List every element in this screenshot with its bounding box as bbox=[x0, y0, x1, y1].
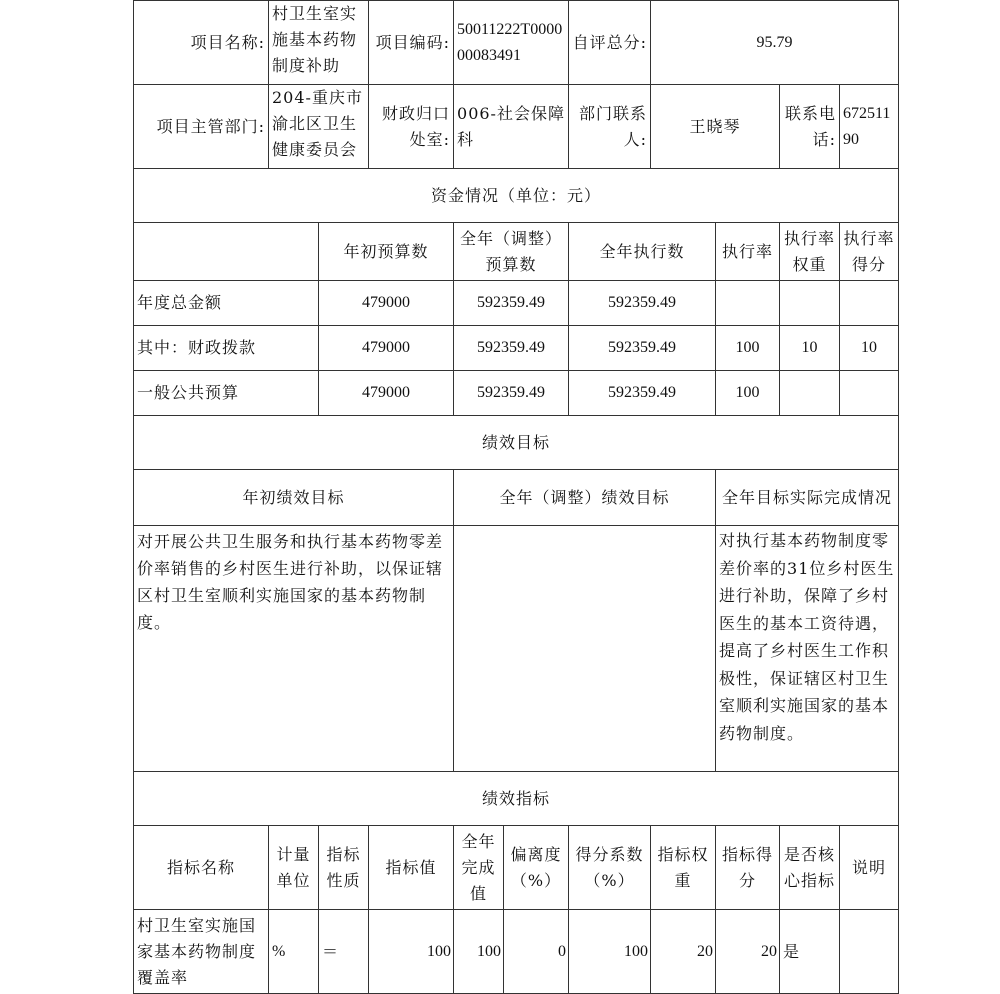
ind-unit: % bbox=[269, 910, 319, 994]
ind-deviation: 0 bbox=[504, 910, 569, 994]
finance-office-value: 006-社会保障科 bbox=[454, 85, 569, 169]
project-name-value: 村卫生室实施基本药物制度补助 bbox=[269, 1, 369, 85]
ind-coef: 100 bbox=[569, 910, 651, 994]
goals-initial-text: 对开展公共卫生服务和执行基本药物零差价率销售的乡村医生进行补助，以保证辖区村卫生室顺利实施国家的基本药物制度。 bbox=[134, 526, 454, 772]
dept-value: 204-重庆市渝北区卫生健康委员会 bbox=[269, 85, 369, 169]
ind-header-weight: 指标权重 bbox=[651, 826, 716, 910]
ind-name: 村卫生室实施国家基本药物制度覆盖率 bbox=[134, 910, 269, 994]
funds-row-label: 年度总金额 bbox=[134, 281, 319, 326]
funds-score bbox=[840, 371, 899, 416]
ind-header-deviation: 偏离度（%） bbox=[504, 826, 569, 910]
funds-weight bbox=[780, 281, 840, 326]
indicators-title: 绩效指标 bbox=[134, 772, 899, 826]
ind-header-target: 指标值 bbox=[369, 826, 454, 910]
ind-done: 100 bbox=[454, 910, 504, 994]
funds-header-initial: 年初预算数 bbox=[319, 223, 454, 281]
phone-label: 联系电话: bbox=[780, 85, 840, 169]
funds-initial: 479000 bbox=[319, 326, 454, 371]
table-row bbox=[134, 326, 899, 371]
ind-weight: 20 bbox=[651, 910, 716, 994]
contact-label: 部门联系人: bbox=[569, 85, 651, 169]
goals-header-adjusted: 全年（调整）绩效目标 bbox=[454, 470, 716, 526]
funds-rate: 100 bbox=[716, 371, 780, 416]
ind-nature: ＝ bbox=[319, 910, 369, 994]
ind-header-nature: 指标性质 bbox=[319, 826, 369, 910]
funds-adjusted: 592359.49 bbox=[454, 281, 569, 326]
goals-header-actual: 全年目标实际完成情况 bbox=[716, 470, 899, 526]
funds-score bbox=[840, 281, 899, 326]
funds-initial: 479000 bbox=[319, 371, 454, 416]
phone-value: 67251190 bbox=[840, 85, 899, 169]
table-row bbox=[134, 371, 899, 416]
ind-header-coef: 得分系数（%） bbox=[569, 826, 651, 910]
table-row bbox=[134, 281, 899, 326]
finance-office-label: 财政归口处室: bbox=[369, 85, 454, 169]
total-score-value: 95.79 bbox=[651, 1, 899, 85]
funds-adjusted: 592359.49 bbox=[454, 326, 569, 371]
project-code-label: 项目编码: bbox=[369, 1, 454, 85]
project-code-value: 50011222T000000083491 bbox=[454, 1, 569, 85]
funds-header-adjusted: 全年（调整）预算数 bbox=[454, 223, 569, 281]
contact-value: 王晓琴 bbox=[651, 85, 780, 169]
funds-weight bbox=[780, 371, 840, 416]
funds-executed: 592359.49 bbox=[569, 371, 716, 416]
ind-score: 20 bbox=[716, 910, 780, 994]
funds-header-score: 执行率得分 bbox=[840, 223, 899, 281]
goals-adjusted-text bbox=[454, 526, 716, 772]
goals-actual-text: 对执行基本药物制度零差价率的31位乡村医生进行补助，保障了乡村医生的基本工资待遇，提高了乡村医生工作积极性，保证辖区村卫生室顺利实施国家的基本药物制度。 bbox=[716, 526, 899, 772]
performance-self-evaluation-table bbox=[133, 0, 899, 994]
funds-header-executed: 全年执行数 bbox=[569, 223, 716, 281]
funds-executed: 592359.49 bbox=[569, 281, 716, 326]
funds-initial: 479000 bbox=[319, 281, 454, 326]
ind-note bbox=[840, 910, 899, 994]
funds-header-blank bbox=[134, 223, 319, 281]
ind-header-core: 是否核心指标 bbox=[780, 826, 840, 910]
table-row bbox=[134, 910, 899, 994]
funds-header-rate: 执行率 bbox=[716, 223, 780, 281]
goals-header-initial: 年初绩效目标 bbox=[134, 470, 454, 526]
funds-score: 10 bbox=[840, 326, 899, 371]
ind-header-unit: 计量单位 bbox=[269, 826, 319, 910]
ind-header-name: 指标名称 bbox=[134, 826, 269, 910]
funds-title: 资金情况（单位：元） bbox=[134, 169, 899, 223]
ind-header-score: 指标得分 bbox=[716, 826, 780, 910]
funds-header-weight: 执行率权重 bbox=[780, 223, 840, 281]
dept-label: 项目主管部门: bbox=[134, 85, 269, 169]
funds-row-label: 其中：财政拨款 bbox=[134, 326, 319, 371]
ind-header-done: 全年完成值 bbox=[454, 826, 504, 910]
funds-executed: 592359.49 bbox=[569, 326, 716, 371]
goals-title: 绩效目标 bbox=[134, 416, 899, 470]
funds-rate: 100 bbox=[716, 326, 780, 371]
funds-row-label: 一般公共预算 bbox=[134, 371, 319, 416]
ind-core: 是 bbox=[780, 910, 840, 994]
funds-weight: 10 bbox=[780, 326, 840, 371]
project-name-label: 项目名称: bbox=[134, 1, 269, 85]
total-score-label: 自评总分: bbox=[569, 1, 651, 85]
funds-adjusted: 592359.49 bbox=[454, 371, 569, 416]
funds-rate bbox=[716, 281, 780, 326]
ind-header-note: 说明 bbox=[840, 826, 899, 910]
ind-target: 100 bbox=[369, 910, 454, 994]
